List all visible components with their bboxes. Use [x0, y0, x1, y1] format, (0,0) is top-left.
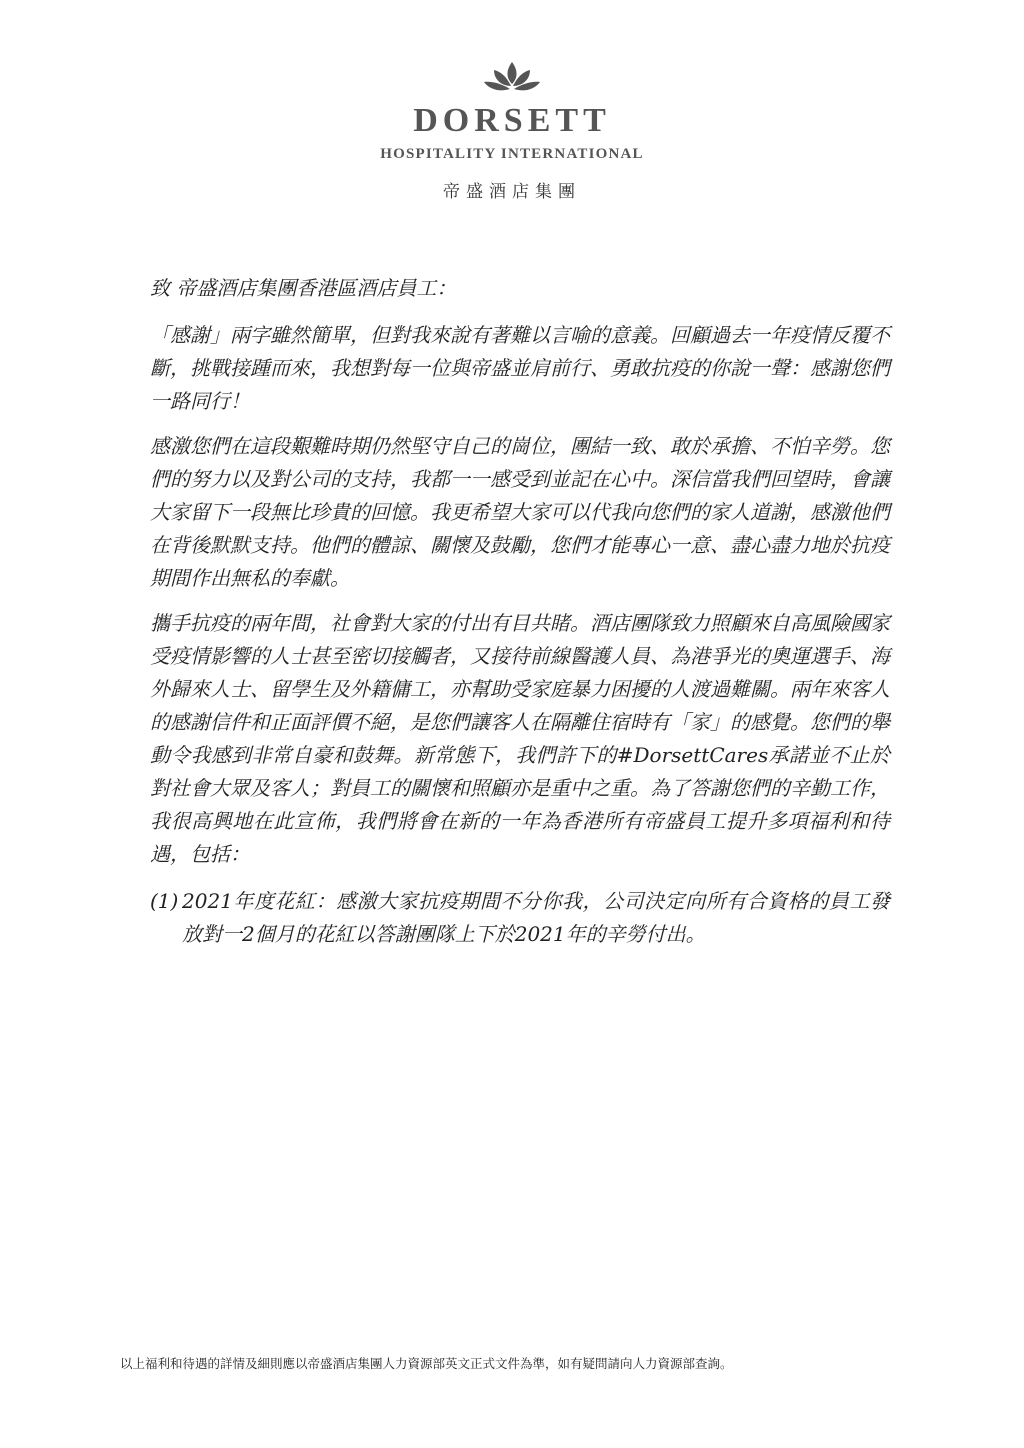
brand-subtitle: HOSPITALITY INTERNATIONAL — [380, 146, 644, 162]
letter-paragraph: 攜手抗疫的兩年間，社會對大家的付出有目共睹。酒店團隊致力照顧來自高風險國家受疫情影響的人士甚至密切接觸者，又接待前線醫護人員、為港爭光的奧運選手、海外歸來人士、留學生及外籍傭工，亦幫助受家庭暴力困擾的人渡過難關。兩年來客人的感謝信件和正面評價不絕，是您們讓客人在隔離住宿時有「家」的感覺。您們的舉動令我感到非常自豪和鼓舞。新常態下，我們許下的#DorsettCares承諾並不止於對社會大眾及客人；對員工的關懷和照顧亦是重中之重。為了答謝您們的辛勤工作，我很高興地在此宣佈，我們將會在新的一年為香港所有帝盛員工提升多項福利和待遇，包括： — [150, 611, 890, 866]
benefit-item-text: 2021年度花紅：感激大家抗疫期間不分你我，公司決定向所有合資格的員工發放對一2個月的花紅以答謝團隊上下於2021年的辛勞付出。 — [182, 889, 890, 946]
footer-note: 以上福利和待遇的詳情及細則應以帝盛酒店集團人力資源部英文正式文件為準，如有疑問請向人力資源部查詢。 — [120, 1356, 733, 1371]
brand-name: DORSETT — [413, 102, 611, 139]
letter-paragraph: 「感謝」兩字雖然簡單，但對我來說有著難以言喻的意義。回顧過去一年疫情反覆不斷，挑戰接踵而來，我想對每一位與帝盛並肩前行、勇敢抗疫的你說一聲：感謝您們一路同行！ — [150, 323, 890, 413]
letter-salutation: 致 帝盛酒店集團香港區酒店員工： — [150, 276, 457, 300]
letterhead — [0, 58, 1024, 202]
letter-paragraph: 感激您們在這段艱難時期仍然堅守自己的崗位，團結一致、敢於承擔、不怕辛勞。您們的努力以及對公司的支持，我都一一感受到並記在心中。深信當我們回望時，會讓大家留下一段無比珍貴的回憶。我更希望大家可以代我向您們的家人道謝，感激他們在背後默默支持。他們的體諒、關懷及鼓勵，您們才能專心一意、盡心盡力地於抗疫期間作出無私的奉獻。 — [150, 434, 890, 590]
benefit-item-number: (1) — [150, 889, 179, 913]
dorsett-logo-icon — [480, 58, 544, 98]
benefit-item — [150, 885, 890, 951]
handwritten-letter — [150, 272, 890, 951]
brand-chinese-name: 帝盛酒店集團 — [443, 182, 581, 202]
